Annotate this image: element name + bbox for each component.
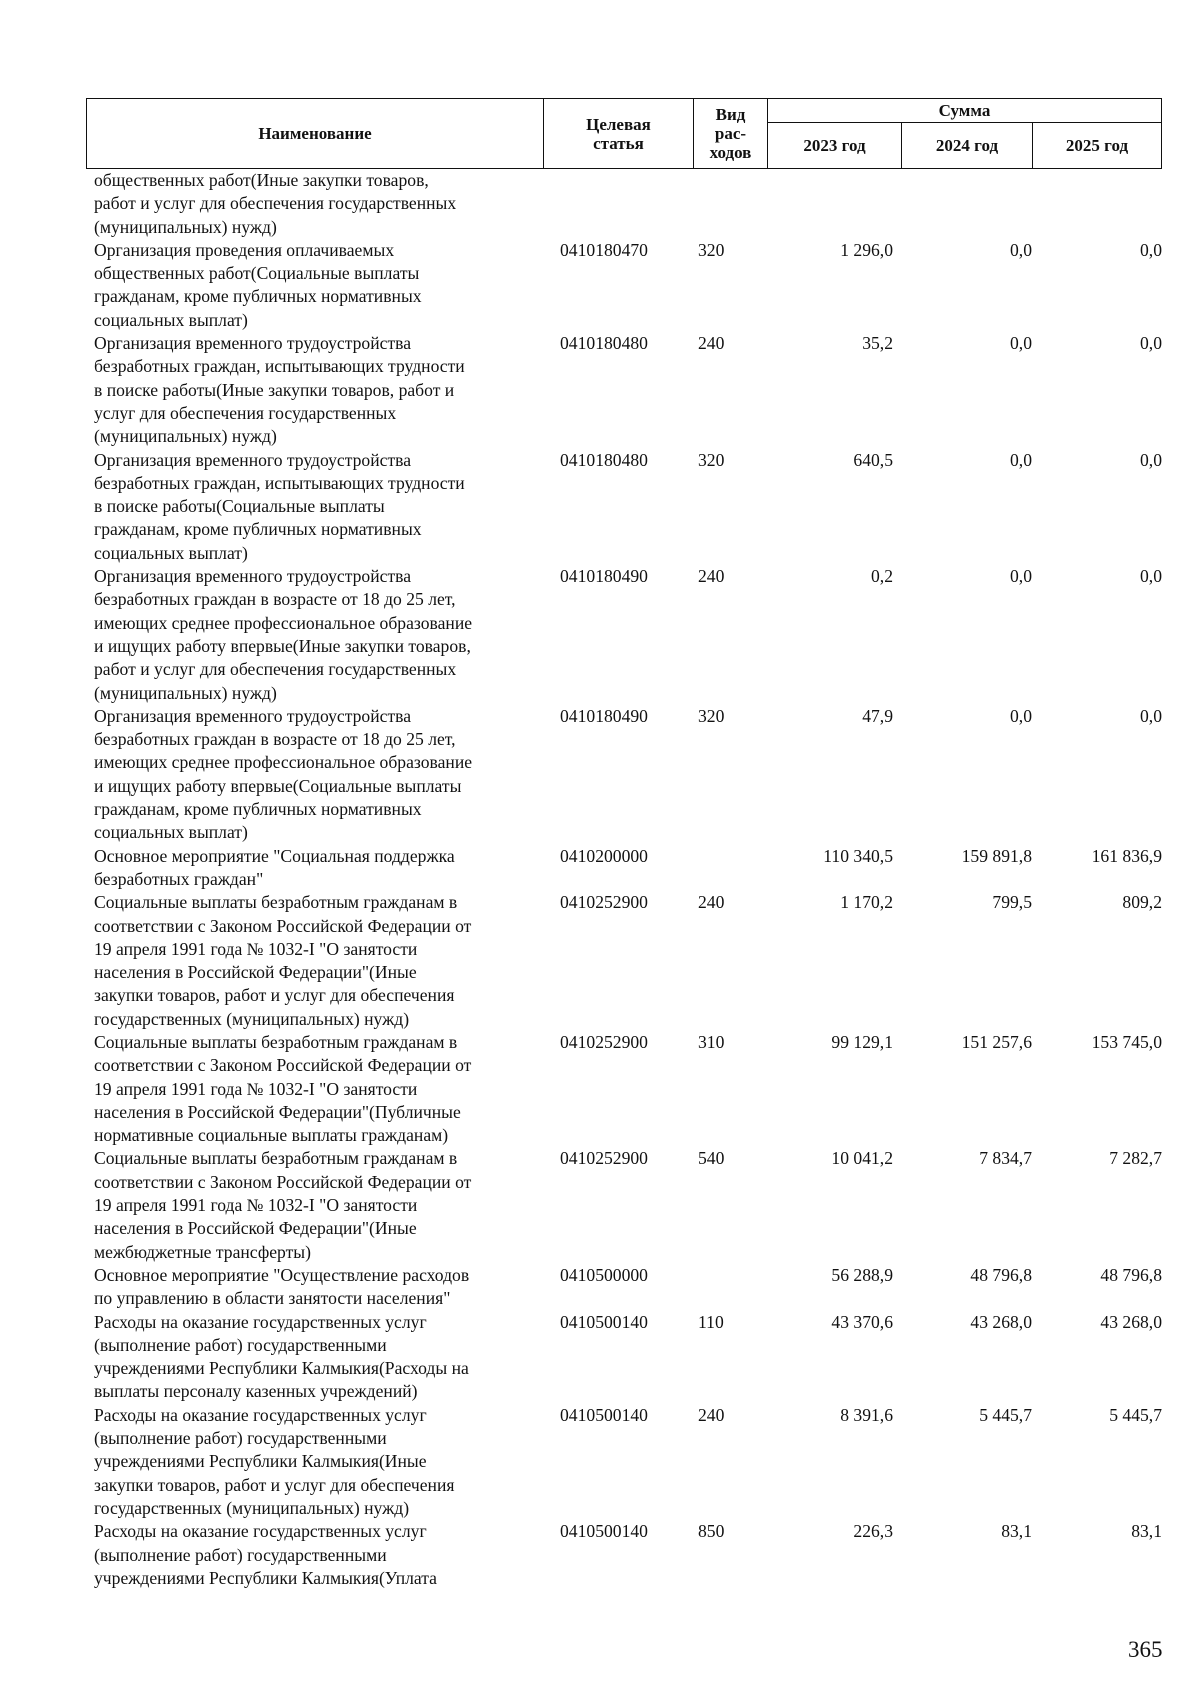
row-name-line: услуг для обеспечения государственных <box>94 402 397 423</box>
row-name-line: имеющих среднее профессиональное образование <box>94 752 473 773</box>
row-name-line: (муниципальных) нужд) <box>94 682 277 703</box>
row-name-line: Основное мероприятие "Социальная поддержка <box>94 845 455 866</box>
row-name-line: соответствии с Законом Российской Федерации от <box>94 1171 472 1192</box>
row-value-2024: 151 257,6 <box>961 1031 1032 1052</box>
header-2023: 2023 год <box>768 123 902 169</box>
row-kind: 240 <box>698 566 725 587</box>
row-kind: 240 <box>698 333 725 354</box>
row-name-line: Основное мероприятие "Осуществление расходов <box>94 1264 470 1285</box>
row-value-2023: 35,2 <box>862 333 893 354</box>
row-name <box>86 449 549 565</box>
row-name-line: учреждениями Республики Калмыкия(Расходы на <box>94 1358 469 1379</box>
row-name-line: имеющих среднее профессиональное образование <box>94 612 473 633</box>
row-name-line: Расходы на оказание государственных услуг <box>94 1404 427 1425</box>
row-name <box>86 1404 549 1520</box>
header-kind <box>694 99 768 169</box>
row-code: 0410180490 <box>560 705 648 726</box>
table-row <box>86 1264 1166 1311</box>
row-value-2023: 110 340,5 <box>823 845 893 866</box>
row-kind: 240 <box>698 1404 725 1425</box>
row-name-line: безработных граждан в возрасте от 18 до 25 лет, <box>94 589 456 610</box>
row-name-line: безработных граждан в возрасте от 18 до 25 лет, <box>94 729 456 750</box>
row-name-line: нормативные социальные выплаты гражданам) <box>94 1125 449 1146</box>
row-code: 0410252900 <box>560 1148 648 1169</box>
row-name-line: выплаты персоналу казенных учреждений) <box>94 1381 418 1402</box>
row-name-line: учреждениями Республики Калмыкия(Уплата <box>94 1567 437 1588</box>
row-name-line: социальных выплат) <box>94 822 248 843</box>
row-code: 0410180480 <box>560 449 648 470</box>
document-page <box>86 98 1166 1590</box>
row-name-line: гражданам, кроме публичных нормативных <box>94 799 422 820</box>
row-name-line: Расходы на оказание государственных услуг <box>94 1311 427 1332</box>
table-row <box>86 845 1166 892</box>
row-kind: 320 <box>698 705 725 726</box>
row-name-line: учреждениями Республики Калмыкия(Иные <box>94 1451 427 1472</box>
row-name <box>86 1147 549 1263</box>
row-code: 0410252900 <box>560 1031 648 1052</box>
row-value-2023: 56 288,9 <box>831 1264 893 1285</box>
row-value-2024: 799,5 <box>992 892 1032 913</box>
row-name-line: населения в Российской Федерации"(Иные <box>94 962 417 983</box>
row-name-line: социальных выплат) <box>94 309 248 330</box>
table-row <box>86 1311 1166 1404</box>
row-name-line: соответствии с Законом Российской Федерации от <box>94 915 472 936</box>
row-value-2023: 10 041,2 <box>831 1148 893 1169</box>
header-target <box>544 99 694 169</box>
row-value-2024: 83,1 <box>1001 1521 1032 1542</box>
row-value-2024: 0,0 <box>1010 449 1032 470</box>
row-value-2023: 47,9 <box>862 705 893 726</box>
row-name <box>86 1520 549 1590</box>
page-number: 365 <box>1128 1637 1163 1662</box>
table-row <box>86 1520 1166 1590</box>
row-name-line: 19 апреля 1991 года № 1032-I "О занятости <box>94 1078 418 1099</box>
row-name-line: работ и услуг для обеспечения государственных <box>94 193 457 214</box>
row-name-line: 19 апреля 1991 года № 1032-I "О занятости <box>94 938 418 959</box>
row-name-line: 19 апреля 1991 года № 1032-I "О занятости <box>94 1195 418 1216</box>
row-code: 0410500140 <box>560 1521 648 1542</box>
row-value-2023: 640,5 <box>853 449 893 470</box>
row-name <box>86 169 549 239</box>
row-code: 0410180480 <box>560 333 648 354</box>
row-value-2025: 5 445,7 <box>1109 1404 1162 1425</box>
row-name-line: государственных (муниципальных) нужд) <box>94 1497 410 1518</box>
row-name-line: закупки товаров, работ и услуг для обеспечения <box>94 1474 455 1495</box>
row-value-2023: 99 129,1 <box>831 1031 893 1052</box>
row-name <box>86 239 549 332</box>
header-target-line2: статья <box>593 133 644 153</box>
row-name-line: и ищущих работу впервые(Социальные выплаты <box>94 775 462 796</box>
header-sum: Сумма <box>768 99 1162 123</box>
row-value-2023: 1 170,2 <box>840 892 893 913</box>
row-value-2025: 809,2 <box>1122 892 1162 913</box>
row-value-2025: 0,0 <box>1140 239 1162 260</box>
row-name <box>86 332 549 448</box>
row-name <box>86 891 549 1031</box>
table-row <box>86 332 1166 448</box>
row-name-line: населения в Российской Федерации"(Публичные <box>94 1101 461 1122</box>
row-code: 0410500000 <box>560 1264 648 1285</box>
row-value-2025: 0,0 <box>1140 449 1162 470</box>
table-row <box>86 1147 1166 1263</box>
table-row <box>86 705 1166 845</box>
row-name-line: по управлению в области занятости населения" <box>94 1288 451 1309</box>
row-value-2025: 7 282,7 <box>1109 1148 1162 1169</box>
row-name-line: и ищущих работу впервые(Иные закупки товаров, <box>94 635 471 656</box>
row-value-2024: 159 891,8 <box>961 845 1032 866</box>
row-value-2025: 0,0 <box>1140 705 1162 726</box>
table-row <box>86 1031 1166 1147</box>
row-name-line: (муниципальных) нужд) <box>94 216 277 237</box>
row-name <box>86 845 549 892</box>
row-name-line: Организация временного трудоустройства <box>94 333 412 354</box>
row-name-line: Расходы на оказание государственных услуг <box>94 1521 427 1542</box>
row-value-2024: 43 268,0 <box>970 1311 1032 1332</box>
row-name <box>86 1264 549 1311</box>
row-name-line: государственных (муниципальных) нужд) <box>94 1008 410 1029</box>
row-name-line: безработных граждан, испытывающих трудности <box>94 472 465 493</box>
row-value-2025: 161 836,9 <box>1091 845 1162 866</box>
row-name-line: Социальные выплаты безработным гражданам в <box>94 1148 458 1169</box>
row-value-2024: 0,0 <box>1010 705 1032 726</box>
row-value-2023: 8 391,6 <box>840 1404 893 1425</box>
row-name-line: гражданам, кроме публичных нормативных <box>94 519 422 540</box>
row-name-line: межбюджетные трансферты) <box>94 1241 311 1262</box>
header-kind-line2: рас- <box>714 124 747 143</box>
row-name-line: (выполнение работ) государственными <box>94 1428 387 1449</box>
row-kind: 240 <box>698 892 725 913</box>
table-row <box>86 169 1166 239</box>
row-name <box>86 705 549 845</box>
row-name-line: (выполнение работ) государственными <box>94 1334 387 1355</box>
row-name-line: Организация временного трудоустройства <box>94 705 412 726</box>
row-name-line: (выполнение работ) государственными <box>94 1544 387 1565</box>
header-target-line1: Целевая <box>586 114 651 134</box>
row-kind: 320 <box>698 449 725 470</box>
row-kind: 110 <box>698 1311 724 1332</box>
row-name-line: (муниципальных) нужд) <box>94 426 277 447</box>
header-2024: 2024 год <box>902 123 1033 169</box>
row-value-2024: 7 834,7 <box>979 1148 1032 1169</box>
row-code: 0410200000 <box>560 845 648 866</box>
row-name-line: населения в Российской Федерации"(Иные <box>94 1218 417 1239</box>
table-header <box>86 98 1162 169</box>
header-kind-line1: Вид <box>715 105 746 124</box>
row-name-line: общественных работ(Социальные выплаты <box>94 263 420 284</box>
row-name-line: гражданам, кроме публичных нормативных <box>94 286 422 307</box>
row-value-2023: 1 296,0 <box>840 239 893 260</box>
row-name-line: Организация временного трудоустройства <box>94 566 412 587</box>
row-kind: 540 <box>698 1148 725 1169</box>
table-row <box>86 1404 1166 1520</box>
row-name-line: общественных работ(Иные закупки товаров, <box>94 170 429 190</box>
row-name-line: закупки товаров, работ и услуг для обеспечения <box>94 985 455 1006</box>
row-value-2025: 153 745,0 <box>1091 1031 1162 1052</box>
table-row <box>86 449 1166 565</box>
row-value-2024: 48 796,8 <box>970 1264 1032 1285</box>
row-kind: 320 <box>698 239 725 260</box>
row-value-2024: 0,0 <box>1010 566 1032 587</box>
row-value-2025: 48 796,8 <box>1100 1264 1162 1285</box>
row-name-line: работ и услуг для обеспечения государственных <box>94 659 457 680</box>
row-name-line: Организация проведения оплачиваемых <box>94 239 395 260</box>
row-name <box>86 1311 549 1404</box>
table-row <box>86 565 1166 705</box>
row-code: 0410500140 <box>560 1311 648 1332</box>
row-name-line: Социальные выплаты безработным гражданам в <box>94 1031 458 1052</box>
header-2025: 2025 год <box>1033 123 1162 169</box>
row-name-line: в поиске работы(Иные закупки товаров, работ и <box>94 379 455 400</box>
row-value-2024: 0,0 <box>1010 333 1032 354</box>
row-name-line: безработных граждан, испытывающих трудности <box>94 356 465 377</box>
row-value-2024: 5 445,7 <box>979 1404 1032 1425</box>
header-name: Наименование <box>87 99 544 169</box>
row-value-2025: 0,0 <box>1140 333 1162 354</box>
table-body <box>86 169 1166 1590</box>
row-code: 0410500140 <box>560 1404 648 1425</box>
row-value-2023: 0,2 <box>871 566 893 587</box>
row-name <box>86 565 549 705</box>
row-name-line: соответствии с Законом Российской Федерации от <box>94 1055 472 1076</box>
row-code: 0410180470 <box>560 239 648 260</box>
row-name-line: социальных выплат) <box>94 542 248 563</box>
row-kind: 850 <box>698 1521 725 1542</box>
row-code: 0410252900 <box>560 892 648 913</box>
row-name <box>86 1031 549 1147</box>
table-row <box>86 239 1166 332</box>
row-value-2025: 43 268,0 <box>1100 1311 1162 1332</box>
row-name-line: безработных граждан" <box>94 868 264 889</box>
row-value-2024: 0,0 <box>1010 239 1032 260</box>
row-value-2025: 83,1 <box>1131 1521 1162 1542</box>
table-row <box>86 891 1166 1031</box>
row-value-2023: 226,3 <box>853 1521 893 1542</box>
header-kind-line3: ходов <box>709 143 752 162</box>
row-value-2025: 0,0 <box>1140 566 1162 587</box>
row-value-2023: 43 370,6 <box>831 1311 893 1332</box>
row-code: 0410180490 <box>560 566 648 587</box>
row-name-line: Организация временного трудоустройства <box>94 449 412 470</box>
row-name-line: в поиске работы(Социальные выплаты <box>94 496 385 517</box>
row-name-line: Социальные выплаты безработным гражданам в <box>94 892 458 913</box>
row-kind: 310 <box>698 1031 725 1052</box>
